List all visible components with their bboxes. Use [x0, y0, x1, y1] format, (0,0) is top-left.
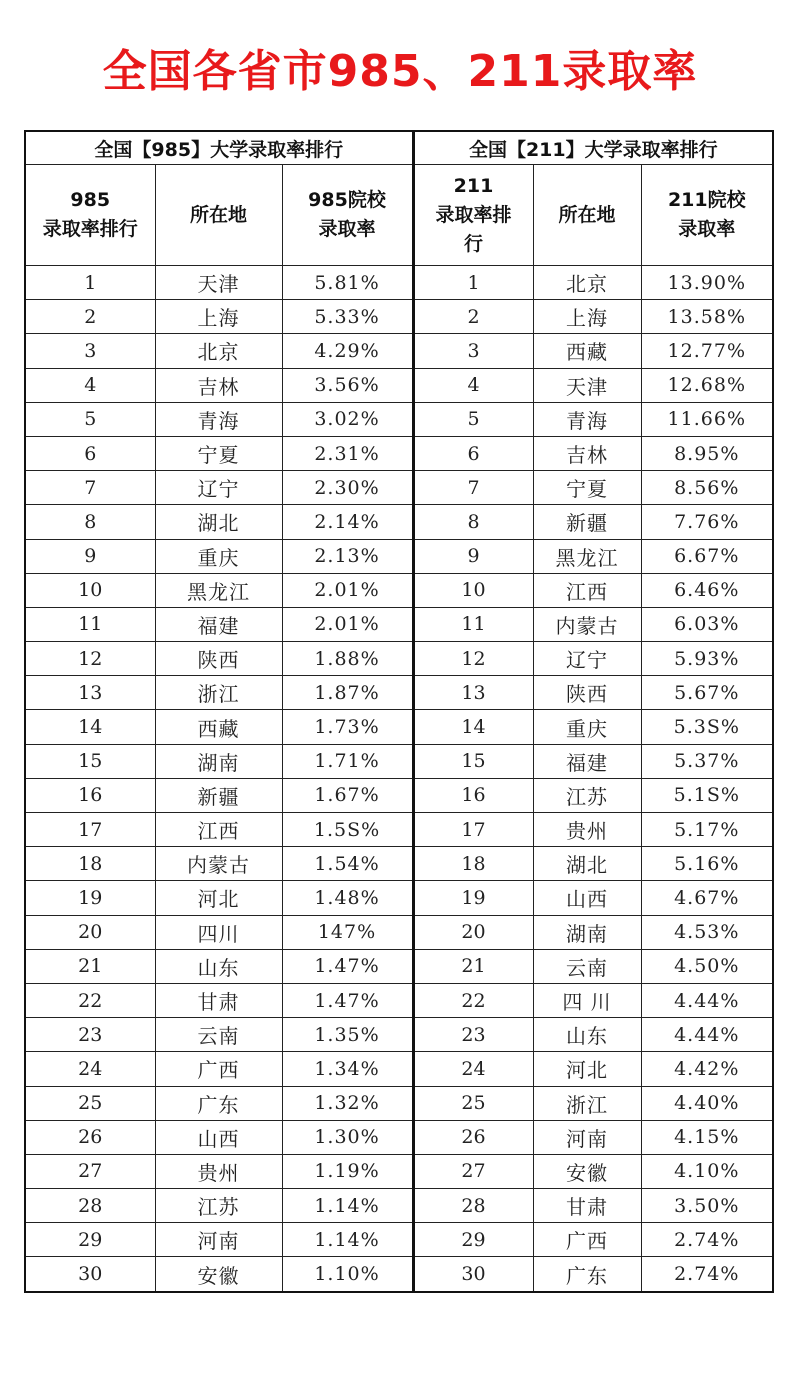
rank-985-cell: 16 [25, 778, 155, 812]
rate-211-cell: 4.44% [641, 1018, 773, 1052]
page-title: 全国各省市985、211录取率 [102, 46, 698, 97]
rate-211-cell: 4.53% [641, 915, 773, 949]
place-211-cell: 天津 [533, 368, 641, 402]
place-211-cell: 青海 [533, 402, 641, 436]
rank-985-cell: 24 [25, 1052, 155, 1086]
table-row [25, 334, 773, 368]
rank-211-cell: 16 [413, 778, 533, 812]
admission-rate-table [24, 130, 774, 1293]
table-row [25, 607, 773, 641]
table-row [25, 1257, 773, 1292]
place-211-cell: 河北 [533, 1052, 641, 1086]
rate-985-cell: 1.32% [282, 1086, 413, 1120]
rate-211-cell: 5.17% [641, 813, 773, 847]
rank-211-cell: 19 [413, 881, 533, 915]
col-211-place-header: 所在地 [533, 165, 641, 266]
rate-211-cell: 2.74% [641, 1223, 773, 1257]
place-985-cell: 福建 [155, 607, 282, 641]
rate-985-cell: 5.33% [282, 300, 413, 334]
rank-985-cell: 23 [25, 1018, 155, 1052]
place-985-cell: 吉林 [155, 368, 282, 402]
place-985-cell: 山东 [155, 949, 282, 983]
place-985-cell: 江苏 [155, 1189, 282, 1223]
rank-211-cell: 14 [413, 710, 533, 744]
table-row [25, 1052, 773, 1086]
place-211-cell: 湖北 [533, 847, 641, 881]
place-985-cell: 安徽 [155, 1257, 282, 1292]
table-row [25, 471, 773, 505]
rate-985-cell: 4.29% [282, 334, 413, 368]
rate-211-cell: 6.03% [641, 607, 773, 641]
table-row [25, 915, 773, 949]
place-985-cell: 山西 [155, 1120, 282, 1154]
place-211-cell: 江苏 [533, 778, 641, 812]
rank-985-cell: 21 [25, 949, 155, 983]
rate-985-cell: 1.10% [282, 1257, 413, 1292]
rank-985-cell: 6 [25, 436, 155, 470]
rate-211-cell: 4.42% [641, 1052, 773, 1086]
place-985-cell: 湖北 [155, 505, 282, 539]
rank-985-cell: 11 [25, 607, 155, 641]
rank-985-cell: 15 [25, 744, 155, 778]
col-211-rank-header: 211 录取率排 行 [413, 165, 533, 266]
rank-211-cell: 11 [413, 607, 533, 641]
table-row [25, 949, 773, 983]
place-985-cell: 四川 [155, 915, 282, 949]
rank-211-cell: 18 [413, 847, 533, 881]
col-985-place-header: 所在地 [155, 165, 282, 266]
place-985-cell: 广东 [155, 1086, 282, 1120]
place-985-cell: 内蒙古 [155, 847, 282, 881]
rate-985-cell: 2.01% [282, 607, 413, 641]
place-211-cell: 甘肃 [533, 1189, 641, 1223]
table-row [25, 436, 773, 470]
rank-211-cell: 28 [413, 1189, 533, 1223]
rank-211-cell: 24 [413, 1052, 533, 1086]
rank-985-cell: 7 [25, 471, 155, 505]
place-211-cell: 云南 [533, 949, 641, 983]
table-row [25, 1189, 773, 1223]
rank-211-cell: 13 [413, 676, 533, 710]
rate-211-cell: 4.67% [641, 881, 773, 915]
place-985-cell: 上海 [155, 300, 282, 334]
place-985-cell: 江西 [155, 813, 282, 847]
rate-211-cell: 5.67% [641, 676, 773, 710]
rank-211-cell: 12 [413, 642, 533, 676]
table-row [25, 847, 773, 881]
rank-985-cell: 30 [25, 1257, 155, 1292]
rank-985-cell: 8 [25, 505, 155, 539]
table-row [25, 505, 773, 539]
table-row [25, 744, 773, 778]
place-211-cell: 辽宁 [533, 642, 641, 676]
rate-985-cell: 1.30% [282, 1120, 413, 1154]
place-985-cell: 宁夏 [155, 436, 282, 470]
rank-985-cell: 25 [25, 1086, 155, 1120]
rank-985-cell: 17 [25, 813, 155, 847]
rank-985-cell: 18 [25, 847, 155, 881]
place-985-cell: 黑龙江 [155, 573, 282, 607]
rate-985-cell: 2.30% [282, 471, 413, 505]
rate-211-cell: 12.77% [641, 334, 773, 368]
rate-211-cell: 8.56% [641, 471, 773, 505]
table-row [25, 539, 773, 573]
place-211-cell: 黑龙江 [533, 539, 641, 573]
rate-211-cell: 4.50% [641, 949, 773, 983]
rank-211-cell: 22 [413, 983, 533, 1017]
rate-985-cell: 1.47% [282, 983, 413, 1017]
rank-211-cell: 6 [413, 436, 533, 470]
place-211-cell: 湖南 [533, 915, 641, 949]
place-985-cell: 河南 [155, 1223, 282, 1257]
place-211-cell: 山东 [533, 1018, 641, 1052]
place-211-cell: 重庆 [533, 710, 641, 744]
rate-211-cell: 5.93% [641, 642, 773, 676]
column-header-row [25, 165, 773, 266]
rank-985-cell: 14 [25, 710, 155, 744]
place-985-cell: 重庆 [155, 539, 282, 573]
place-211-cell: 新疆 [533, 505, 641, 539]
table-row [25, 813, 773, 847]
table-row [25, 1120, 773, 1154]
table-row [25, 573, 773, 607]
rank-985-cell: 9 [25, 539, 155, 573]
table-row [25, 300, 773, 334]
place-211-cell: 上海 [533, 300, 641, 334]
rate-985-cell: 1.88% [282, 642, 413, 676]
table-row [25, 881, 773, 915]
rank-211-cell: 9 [413, 539, 533, 573]
table-body [25, 266, 773, 1292]
rate-211-cell: 5.16% [641, 847, 773, 881]
table-row [25, 983, 773, 1017]
rate-211-cell: 11.66% [641, 402, 773, 436]
rank-985-cell: 29 [25, 1223, 155, 1257]
rate-985-cell: 147% [282, 915, 413, 949]
rate-985-cell: 1.54% [282, 847, 413, 881]
rank-985-cell: 1 [25, 266, 155, 300]
rank-211-cell: 21 [413, 949, 533, 983]
rate-985-cell: 1.19% [282, 1154, 413, 1188]
place-211-cell: 北京 [533, 266, 641, 300]
place-985-cell: 广西 [155, 1052, 282, 1086]
rate-985-cell: 1.34% [282, 1052, 413, 1086]
rate-211-cell: 3.50% [641, 1189, 773, 1223]
rate-985-cell: 2.13% [282, 539, 413, 573]
place-211-cell: 西藏 [533, 334, 641, 368]
rank-211-cell: 4 [413, 368, 533, 402]
place-211-cell: 福建 [533, 744, 641, 778]
table-row [25, 676, 773, 710]
place-985-cell: 北京 [155, 334, 282, 368]
rate-985-cell: 1.67% [282, 778, 413, 812]
rate-985-cell: 1.48% [282, 881, 413, 915]
table-row [25, 1223, 773, 1257]
table-985-heading: 全国【985】大学录取率排行 [25, 131, 413, 165]
place-211-cell: 内蒙古 [533, 607, 641, 641]
place-985-cell: 天津 [155, 266, 282, 300]
place-985-cell: 甘肃 [155, 983, 282, 1017]
rank-985-cell: 4 [25, 368, 155, 402]
table-211-heading: 全国【211】大学录取率排行 [413, 131, 773, 165]
rate-211-cell: 6.67% [641, 539, 773, 573]
place-985-cell: 浙江 [155, 676, 282, 710]
rate-985-cell: 1.14% [282, 1189, 413, 1223]
rank-211-cell: 29 [413, 1223, 533, 1257]
rate-211-cell: 8.95% [641, 436, 773, 470]
col-985-rank-header: 985 录取率排行 [25, 165, 155, 266]
table-row [25, 1154, 773, 1188]
rank-211-cell: 20 [413, 915, 533, 949]
rank-211-cell: 26 [413, 1120, 533, 1154]
rate-211-cell: 6.46% [641, 573, 773, 607]
table-row [25, 402, 773, 436]
place-985-cell: 新疆 [155, 778, 282, 812]
rank-211-cell: 3 [413, 334, 533, 368]
rank-985-cell: 5 [25, 402, 155, 436]
rank-211-cell: 1 [413, 266, 533, 300]
rank-211-cell: 17 [413, 813, 533, 847]
rate-211-cell: 4.40% [641, 1086, 773, 1120]
place-211-cell: 宁夏 [533, 471, 641, 505]
rank-985-cell: 12 [25, 642, 155, 676]
table-row [25, 778, 773, 812]
place-985-cell: 湖南 [155, 744, 282, 778]
rate-211-cell: 5.1S% [641, 778, 773, 812]
place-211-cell: 四 川 [533, 983, 641, 1017]
table-row [25, 266, 773, 300]
place-211-cell: 贵州 [533, 813, 641, 847]
col-985-rate-header: 985院校 录取率 [282, 165, 413, 266]
rate-211-cell: 7.76% [641, 505, 773, 539]
col-211-rate-header: 211院校 录取率 [641, 165, 773, 266]
table-row [25, 642, 773, 676]
rate-985-cell: 5.81% [282, 266, 413, 300]
place-211-cell: 陕西 [533, 676, 641, 710]
place-211-cell: 吉林 [533, 436, 641, 470]
rate-211-cell: 5.3S% [641, 710, 773, 744]
rank-985-cell: 2 [25, 300, 155, 334]
rank-985-cell: 28 [25, 1189, 155, 1223]
rate-211-cell: 4.10% [641, 1154, 773, 1188]
rate-211-cell: 13.90% [641, 266, 773, 300]
rank-211-cell: 2 [413, 300, 533, 334]
place-985-cell: 陕西 [155, 642, 282, 676]
rate-211-cell: 13.58% [641, 300, 773, 334]
place-211-cell: 江西 [533, 573, 641, 607]
rank-985-cell: 10 [25, 573, 155, 607]
rate-211-cell: 5.37% [641, 744, 773, 778]
place-211-cell: 广东 [533, 1257, 641, 1292]
rate-985-cell: 1.73% [282, 710, 413, 744]
rank-211-cell: 30 [413, 1257, 533, 1292]
rate-985-cell: 1.35% [282, 1018, 413, 1052]
place-985-cell: 辽宁 [155, 471, 282, 505]
rank-985-cell: 13 [25, 676, 155, 710]
rate-985-cell: 2.14% [282, 505, 413, 539]
rank-211-cell: 10 [413, 573, 533, 607]
place-211-cell: 浙江 [533, 1086, 641, 1120]
rate-985-cell: 1.47% [282, 949, 413, 983]
table-row [25, 1086, 773, 1120]
rank-211-cell: 25 [413, 1086, 533, 1120]
place-211-cell: 安徽 [533, 1154, 641, 1188]
rank-985-cell: 20 [25, 915, 155, 949]
rate-985-cell: 1.71% [282, 744, 413, 778]
place-985-cell: 西藏 [155, 710, 282, 744]
place-985-cell: 河北 [155, 881, 282, 915]
table-row [25, 368, 773, 402]
place-211-cell: 河南 [533, 1120, 641, 1154]
rank-211-cell: 15 [413, 744, 533, 778]
rate-211-cell: 4.44% [641, 983, 773, 1017]
rate-985-cell: 3.02% [282, 402, 413, 436]
place-211-cell: 山西 [533, 881, 641, 915]
rank-985-cell: 3 [25, 334, 155, 368]
table-row [25, 1018, 773, 1052]
rate-985-cell: 2.01% [282, 573, 413, 607]
rate-211-cell: 2.74% [641, 1257, 773, 1292]
place-985-cell: 云南 [155, 1018, 282, 1052]
rank-985-cell: 27 [25, 1154, 155, 1188]
place-211-cell: 广西 [533, 1223, 641, 1257]
place-985-cell: 贵州 [155, 1154, 282, 1188]
rank-211-cell: 27 [413, 1154, 533, 1188]
rate-985-cell: 2.31% [282, 436, 413, 470]
rank-211-cell: 5 [413, 402, 533, 436]
rank-985-cell: 26 [25, 1120, 155, 1154]
rate-985-cell: 1.14% [282, 1223, 413, 1257]
group-header-row [25, 131, 773, 165]
rank-211-cell: 7 [413, 471, 533, 505]
rate-985-cell: 1.87% [282, 676, 413, 710]
rank-985-cell: 22 [25, 983, 155, 1017]
rank-211-cell: 8 [413, 505, 533, 539]
table-row [25, 710, 773, 744]
rank-985-cell: 19 [25, 881, 155, 915]
rate-211-cell: 12.68% [641, 368, 773, 402]
rate-985-cell: 1.5S% [282, 813, 413, 847]
rate-211-cell: 4.15% [641, 1120, 773, 1154]
rate-985-cell: 3.56% [282, 368, 413, 402]
place-985-cell: 青海 [155, 402, 282, 436]
rank-211-cell: 23 [413, 1018, 533, 1052]
